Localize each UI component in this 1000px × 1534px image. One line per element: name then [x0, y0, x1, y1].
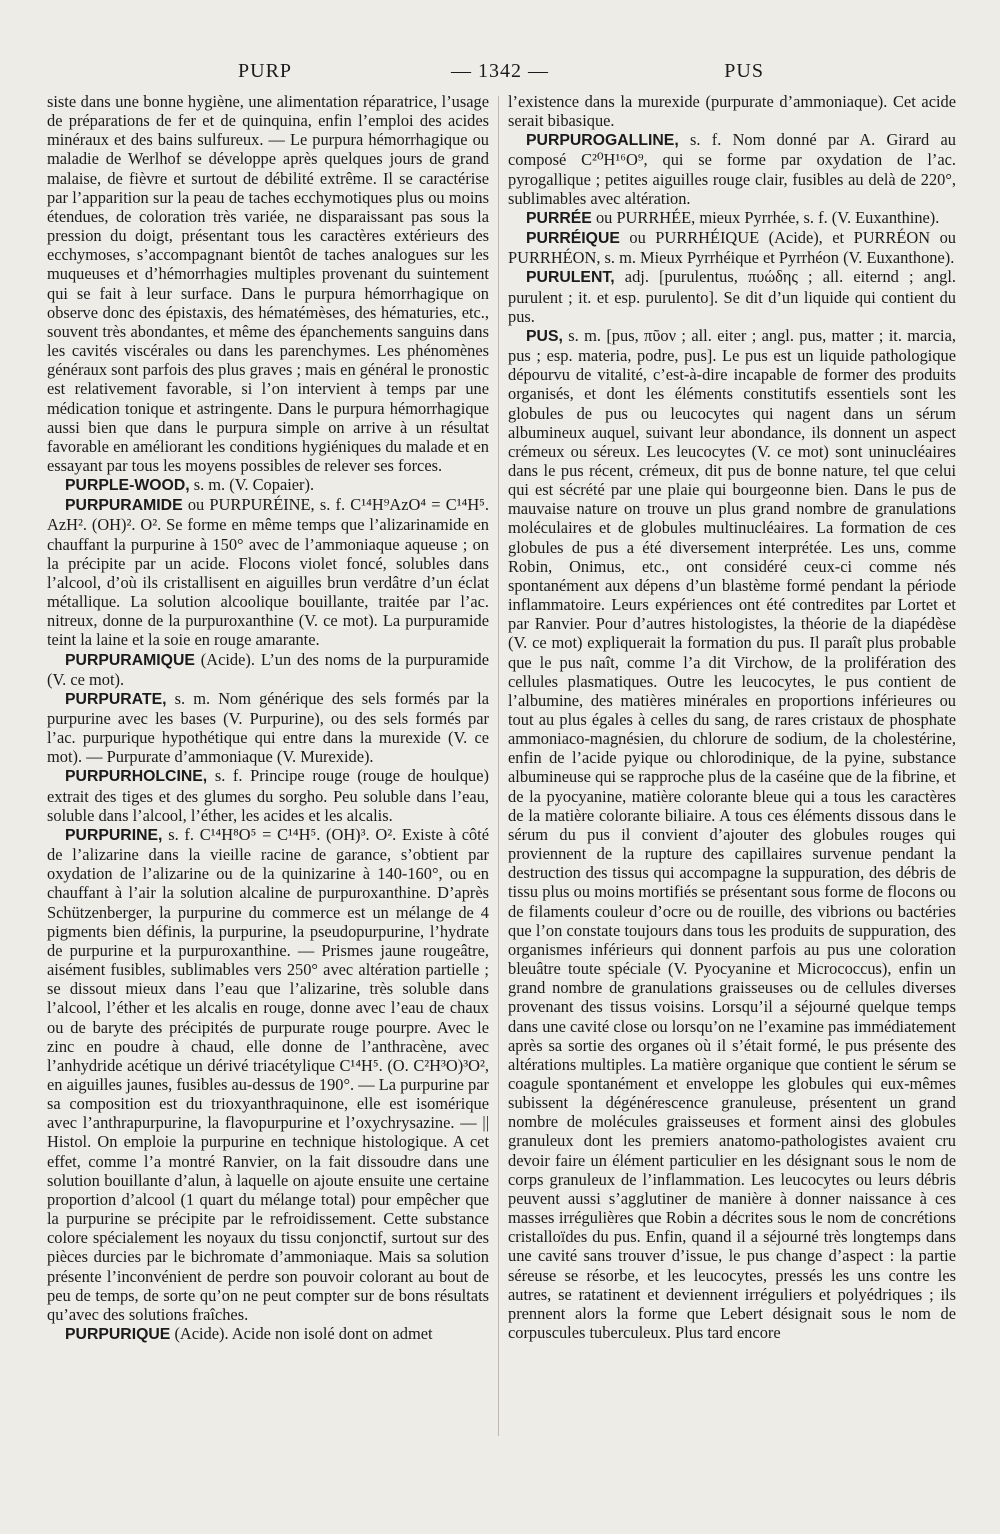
column-divider [498, 96, 499, 1436]
entry-headword: PURULENT, [526, 269, 615, 287]
entry-text: s. m. Nom générique des sels formés par la purpurine avec les bases (V. Purpurine), ou des sels formés par l’ac. purpurique hypothétique qui entre dans la murexide (V. ce mot). — Purpurate d’ammoniaque (V. Murexide). [47, 688, 489, 767]
entry-text: s. m. (V. Copaier). [193, 475, 315, 495]
dictionary-entry [508, 228, 956, 267]
page-number: — 1342 — [451, 60, 549, 82]
dictionary-entry [508, 267, 956, 325]
entry-text: ou PURRHÉIQUE (Acide), et PURRÉON ou PURRHÉON, s. m. Mieux Pyrrhéique et Pyrrhéon (V. Euxanthone). [508, 228, 956, 268]
entry-text: adj. [purulentus, πυώδης ; all. eiternd ; angl. purulent ; it. et esp. purulento]. Se dit d’un liquide qui contient du pus. [508, 267, 956, 326]
entry-headword: PURPURIQUE [65, 1326, 171, 1343]
entry-text: (Acide). L’un des noms de la purpuramide (V. ce mot). [47, 649, 489, 689]
dictionary-entry [47, 475, 489, 495]
entry-headword: PURPURINE, [65, 826, 163, 844]
entry-text: (Acide). Acide non isolé dont on admet [174, 1324, 433, 1343]
right-column [508, 92, 956, 1492]
dictionary-entry [47, 495, 489, 649]
left-column [47, 92, 489, 1492]
entry-continuation [508, 92, 956, 130]
dictionary-entry [508, 326, 956, 1342]
entry-headword: PURPURHOLCINE, [65, 768, 208, 786]
entry-headword: PURPUROGALLINE, [526, 132, 679, 150]
dictionary-entry [508, 208, 956, 228]
entry-headword: PURRÉE [526, 209, 592, 227]
entry-text: s. m. [pus, πῦον ; all. eiter ; angl. pus, matter ; it. marcia, pus ; esp. materia, podre, pus]. Le pus est un liquide pathologique dépourvu de vitalité, c’est-à-dire incapable de former des produits organisés, et dont les éléments constitutifs essentiels sont les globules de pus ou leucocytes qui nagent dans un sérum albumineux auquel, suivant leur abondance, ils donnent un aspect crémeux ou séreux. Les leucocytes (V. ce mot) sont uninucléaires dans le pus récent, crémeux, dit pus de bonne nature, tel que celui qui est sécrété par une plaie qui bourgeonne bien. Dans le pus de mauvaise nature on trouve un plus grand nombre de granulations moléculaires et de globules multinucléaires. La formation de ces globules de pus a été diversement interprétée. Les uns, comme Robin, Onimus, etc., ont considéré ceux-ci comme nés spontanément aux dépens d’un blastème formé pendant la période inflammatoire. Leurs expériences ont été contredites par Lortet et par Ranvier. Pour d’autres histologistes, la théorie de la diapédèse (V. ce mot) expliquerait la formation du pus. Il paraît plus probable que le pus naît, comme l’a dit Virchow, de la prolifération des cellules plasmatiques. Outre les leucocytes, le pus contient de l’albumine, des matières minérales en proportions inférieures ou tout au plus égales à celles du sang, de rares cristaux de phosphate ammoniaco-magnésien, du chlorure de sodium, de la cholestérine, enfin de l’acide pyique ou chlorodinique, de la pyine, substance albumineuse qui se rapproche plus de la caséine que de la fibrine, et de la pyocyanine, matière colorante bleue qui a tous les caractères de la matière colorante biliaire. A tous ces éléments dissous dans le sérum du pus il convient d’ajouter des globules rouges qui proviennent de la rupture des capillaires survenue pendant la destruction des tissus qui accompagne la suppuration, des débris de tissu plus ou moins mortifiés se présentant sous forme de flocons ou de filaments couleur d’ocre ou de rouille, des vibrions ou bactéries que l’on constate toujours dans tous les produits de suppuration, des organismes inférieurs qui donnent parfois au pus une coloration bleuâtre toute spéciale (V. Pyocyanine et Micrococcus), enfin un grand nombre de granulations graisseuses ou de cellules diverses provenant des tissus voisins. Lorsqu’il a séjourné quelque temps dans une cavité close ou lorsqu’on ne l’examine pas immédiatement après sa sortie des organes où il s’était formé, le pus présente des altérations multiples. La matière organique que contient le sérum se coagule spontanément et enveloppe les globules qui eux-mêmes subissent la dégénérescence granuleuse, présentent un grand nombre de molécules graisseuses et forment ainsi des globules granuleux dont les premiers anatomo-pathologistes avaient cru devoir faire un élément particulier en les désignant sous le nom de corps granuleux de l’inflammation. Les leucocytes ou leurs débris peuvent aussi s’agglutiner de manière à donner naissance à ces masses irrégulières que Robin a décrites sous le nom de concrétions cristalloïdes du pus. Enfin, quand il a séjourné très longtemps dans une cavité sans trouver d’issue, le pus change d’aspect : la partie séreuse se résorbe, et les leucocytes, pressés les uns contre les autres, se ratatinent et deviennent irréguliers et polyédriques ; ils prennent alors la forme que Lebert désignait sous le nom de corpuscules tuberculeux. Plus tard encore [508, 325, 956, 1342]
entry-text: ou PURRHÉE, mieux Pyrrhée, s. f. (V. Euxanthine). [595, 207, 940, 227]
entry-headword: PURPLE-WOOD, [65, 477, 190, 495]
entry-continuation [47, 92, 489, 475]
entry-headword: PURPURAMIQUE [65, 651, 195, 669]
dictionary-entry [47, 825, 489, 1324]
entry-headword: PURPURAMIDE [65, 497, 183, 515]
dictionary-entry [508, 130, 956, 208]
entry-headword: PURRÉIQUE [526, 230, 620, 248]
entry-text: s. f. Principe rouge (rouge de houlque) extrait des tiges et des glumes du sorgho. Peu soluble dans l’eau, soluble dans l’alcool, l’éther, les acides et les alcalis. [47, 766, 489, 825]
running-header [48, 60, 952, 86]
entry-text: siste dans une bonne hygiène, une alimentation réparatrice, l’usage de préparations de fer et de quinquina, enfin l’emploi des acides minéraux et des bains sulfureux. — Le purpura hémorrhagique ou maladie de Werlhof se développe après quelques jours de grand malaise, de fièvre et surtout de débilité extrême. Il se caractérise par l’apparition sur la peau de taches ecchymotiques plus ou moins étendues, de coloration très variée, ne disparaissant pas sous la pression du doigt, présentant tous les caractères extérieurs des ecchymoses, s’accompagnant bientôt de taches analogues sur les muqueuses et d’hémorrhagies multiples provenant du suintement qui se fait à leur surface. Dans le purpura hémorrhagique on observe donc des épistaxis, des hématémèses, des hématuries, etc., souvent très abondantes, et même des épanchements sanguins dans les cavités viscérales ou dans les parenchymes. Les phénomènes généraux sont parfois des plus graves ; mais en général le pronostic est relativement favorable, si l’on intervient à temps par une médication tonique et astringente. Dans le purpura hémorrhagique aussi bien que dans le purpura simple on arrive à un résultat favorable en améliorant les conditions hygiéniques du malade et en essayant par tous les moyens possibles de relever ses forces. [47, 92, 489, 475]
entry-headword: PURPURATE, [65, 690, 167, 708]
dictionary-entry [47, 766, 489, 824]
entry-text: s. f. C¹⁴H⁸O⁵ = C¹⁴H⁵. (OH)³. O². Existe à côté de l’alizarine dans la vieille racine de garance, s’obtient par oxydation de l’alizarine ou de la quinizarine à 140-160°, ou en chauffant à l’air la solution alcaline de purpuroxanthine. D’après Schützenberger, la purpurine du commerce est un mélange de 4 pigments bien définis, la purpurine, la pseudopurpurine, l’hydrate de purpurine et la purpuroxanthine. — Prismes jaune rougeâtre, aisément fusibles, sublimables vers 250° avec altération partielle ; se dissout mieux dans l’eau que l’alizarine, très soluble dans l’alcool, l’éther et les alcalis en rouge, donne avec l’eau de chaux ou de baryte des précipités de purpurate rouge pourpre. Avec le zinc en poudre à chaud, elle donne de l’anthracène, avec l’anhydride acétique un dérivé triacétylique C¹⁴H⁵. (O. C²H³O)³O², en aiguilles jaunes, fusibles au-dessus de 190°. — La purpurine par sa composition est du trioxyanthraquinone, elle est isomérique avec l’anthrapurpurine, la flavopurpurine et l’oxychrysazine. — || Histol. On emploie la purpurine en technique histologique. A cet effet, comme l’a montré Ranvier, on la fait dissoudre dans une solution bouillante d’alun, à laquelle on ajoute ensuite une certaine proportion d’alcool (1 quart du mélange total) pour empêcher que la purpurine se précipite par le refroidissement. Cette substance colore spécialement les noyaux du tissu conjonctif, surtout sur des pièces durcies par le bichromate d’ammoniaque. Mais sa solution présente l’inconvénient de perdre son pouvoir colorant au bout de peu de temps, de sorte qu’on ne peut compter sur de bons résultats qu’avec des solutions fraîches. [47, 824, 489, 1324]
entry-headword: PUS, [526, 327, 563, 345]
dictionary-entry [47, 650, 489, 689]
dictionary-entry [47, 1324, 489, 1344]
entry-text: ou PURPURÉINE, s. f. C¹⁴H⁹AzO⁴ = C¹⁴H⁵. AzH². (OH)². O². Se forme en même temps que l’alizarinamide en chauffant la purpurine à 150° avec de l’ammoniaque aqueuse ; on la précipite par un acide. Flocons violet foncé, solubles dans l’alcool, d’où ils cristallisent en aiguilles brun verdâtre d’un éclat métallique. La solution alcoolique bouillante, traitée par l’ac. nitreux, donne de la purpuroxanthine (V. ce mot). La purpuramide teint la laine et la soie en rouge amarante. [47, 495, 489, 650]
header-left-guideword: PURP [238, 60, 293, 82]
entry-text: l’existence dans la murexide (purpurate d’ammoniaque). Cet acide serait bibasique. [508, 92, 956, 131]
entry-text: s. f. Nom donné par A. Girard au composé C²⁰H¹⁶O⁹, qui se forme par oxydation de l’ac. pyrogallique ; petites aiguilles rouge clair, fusibles au delà de 220°, sublimables avec altération. [508, 130, 956, 208]
header-right-guideword: PUS [724, 60, 764, 82]
dictionary-entry [47, 689, 489, 767]
